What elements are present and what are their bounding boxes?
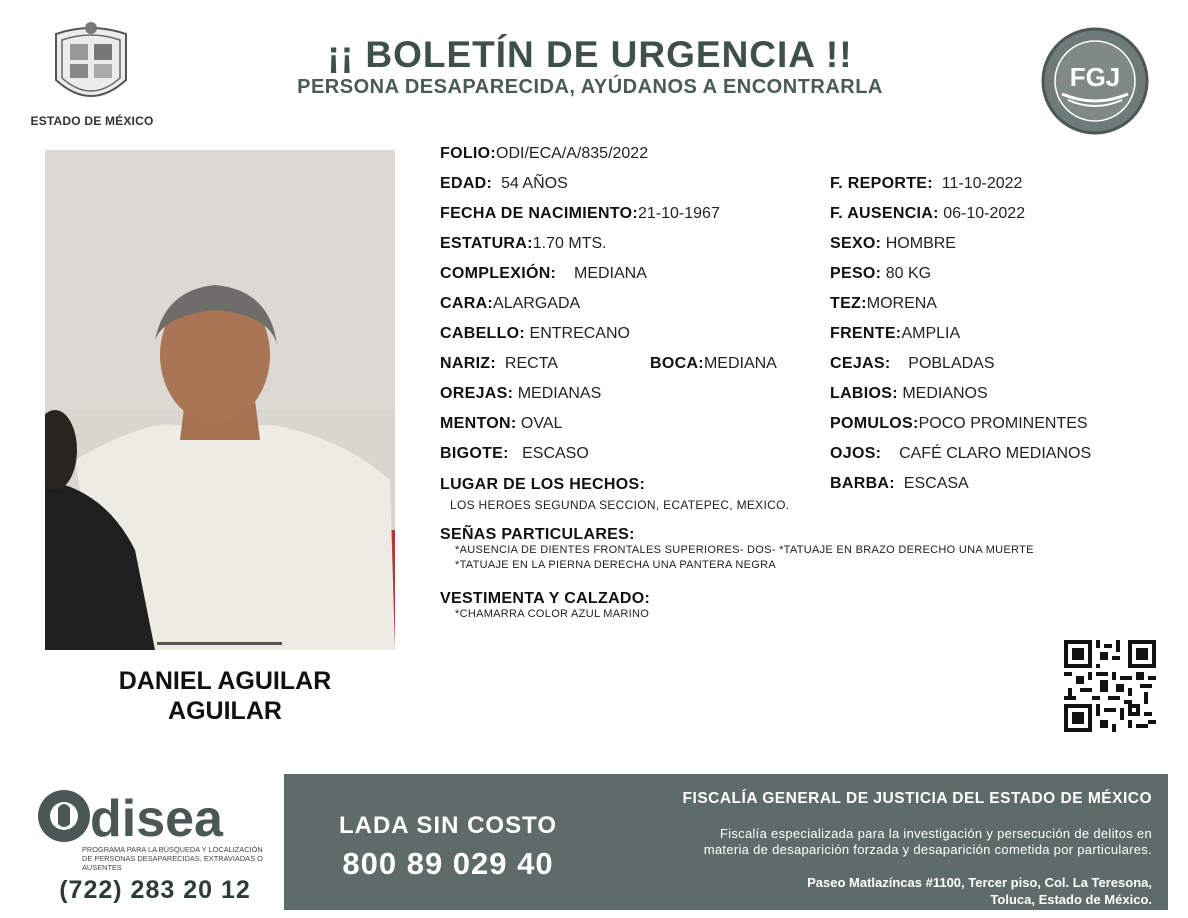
- bulletin-subtitle: PERSONA DESAPARECIDA, AYÚDANOS A ENCONTRARLA: [297, 76, 883, 98]
- orejas-label: OREJAS:: [440, 385, 514, 402]
- cara-label: CARA:: [440, 295, 494, 312]
- field-nariz: [440, 354, 558, 374]
- person-name-line1: DANIEL AGUILAR: [118, 667, 332, 695]
- cejas-value: POBLADAS: [908, 355, 995, 372]
- pomulos-label: POMULOS:: [830, 415, 919, 432]
- frente-label: FRENTE:: [830, 325, 902, 342]
- fiscalia-title: FISCALÍA GENERAL DE JUSTICIA DEL ESTADO DE MÉXICO: [682, 790, 1152, 807]
- field-peso: [830, 264, 931, 284]
- cabello-value: ENTRECANO: [529, 325, 630, 342]
- menton-label: MENTON:: [440, 415, 517, 432]
- barba-label: BARBA:: [830, 475, 895, 492]
- vestimenta-label: VESTIMENTA Y CALZADO:: [440, 590, 651, 607]
- field-folio: [440, 144, 648, 164]
- f-reporte-value: 11-10-2022: [941, 175, 1023, 192]
- cejas-label: CEJAS:: [830, 355, 891, 372]
- barba-value: ESCASA: [903, 475, 969, 492]
- odisea-name: disea: [90, 790, 223, 848]
- nariz-value: RECTA: [504, 355, 558, 372]
- field-tez: [830, 294, 937, 314]
- odisea-desc-2: DE PERSONAS DESAPARECIDAS, EXTRAVIADAS O: [82, 854, 263, 863]
- lugar-value: LOS HEROES SEGUNDA SECCION, ECATEPEC, MEXICO.: [450, 498, 790, 512]
- odisea-phone: (722) 283 20 12: [59, 876, 251, 904]
- cabello-label: CABELLO:: [440, 325, 526, 342]
- fiscalia-desc-line1: Fiscalía especializada para la investigación y persecución de delitos en: [719, 826, 1152, 841]
- f-reporte-label: F. REPORTE:: [830, 175, 933, 192]
- vestimenta-line1: *CHAMARRA COLOR AZUL MARINO: [455, 608, 650, 620]
- sexo-value: HOMBRE: [885, 235, 956, 252]
- odisea-desc-1: PROGRAMA PARA LA BÚSQUEDA Y LOCALIZACIÓN: [82, 845, 263, 854]
- cara-value: ALARGADA: [493, 295, 581, 312]
- field-estatura: [440, 234, 607, 254]
- nariz-label: NARIZ:: [440, 355, 497, 372]
- folio-value: ODI/ECA/A/835/2022: [496, 145, 649, 162]
- field-boca: [650, 354, 777, 374]
- labios-value: MEDIANOS: [902, 385, 988, 402]
- menton-value: OVAL: [520, 415, 563, 432]
- field-fecha-nacimiento: [440, 204, 720, 224]
- fiscalia-desc-line2: materia de desaparición forzada y desaparición cometida por particulares.: [703, 842, 1152, 857]
- fiscalia-description: [592, 826, 1152, 858]
- state-label: ESTADO DE MÉXICO: [30, 114, 154, 128]
- ojos-label: OJOS:: [830, 445, 882, 462]
- edad-label: EDAD:: [440, 175, 493, 192]
- bulletin-title: ¡¡ BOLETÍN DE URGENCIA !!: [327, 34, 853, 75]
- f-ausencia-value: 06-10-2022: [943, 205, 1026, 222]
- address-line1: Paseo Matlazíncas #1100, Tercer piso, Col. La Teresona,: [807, 875, 1152, 890]
- field-pomulos: [830, 414, 1088, 434]
- field-f-reporte: [830, 174, 1022, 194]
- fiscalia-address: [592, 874, 1152, 908]
- lugar-label: LUGAR DE LOS HECHOS:: [440, 476, 646, 493]
- field-cara: [440, 294, 580, 314]
- fecha-nacimiento-value: 21-10-1967: [638, 205, 720, 222]
- field-bigote: [440, 444, 589, 464]
- qr-code: [1064, 640, 1156, 732]
- field-cabello: [440, 324, 630, 344]
- person-name: [45, 666, 405, 726]
- estado-de-mexico-emblem: [50, 20, 132, 110]
- field-sexo: [830, 234, 956, 254]
- f-ausencia-label: F. AUSENCIA:: [830, 205, 939, 222]
- missing-person-photo: [45, 150, 395, 650]
- fgj-logo-text: FGJ: [1069, 62, 1121, 92]
- labios-label: LABIOS:: [830, 385, 898, 402]
- frente-value: AMPLIA: [901, 325, 961, 342]
- orejas-value: MEDIANAS: [517, 385, 602, 402]
- address-line2: Toluca, Estado de México.: [990, 892, 1152, 907]
- pomulos-value: POCO PROMINENTES: [918, 415, 1088, 432]
- bigote-value: ESCASO: [522, 445, 589, 462]
- complexion-value: MEDIANA: [573, 265, 647, 282]
- field-orejas: [440, 384, 601, 404]
- senas-label: SEÑAS PARTICULARES:: [440, 526, 635, 543]
- tez-label: TEZ:: [830, 295, 867, 312]
- edad-value: 54 AÑOS: [501, 175, 568, 192]
- field-edad: [440, 174, 568, 194]
- estatura-label: ESTATURA:: [440, 235, 533, 252]
- fgj-logo: [1040, 26, 1150, 136]
- field-labios: [830, 384, 988, 404]
- boca-value: MEDIANA: [703, 355, 777, 372]
- field-frente: [830, 324, 960, 344]
- field-barba: [830, 474, 969, 494]
- field-ojos: [830, 444, 1091, 464]
- boca-label: BOCA:: [650, 355, 704, 372]
- field-menton: [440, 414, 562, 434]
- complexion-label: COMPLEXIÓN:: [440, 265, 557, 282]
- bigote-label: BIGOTE:: [440, 445, 509, 462]
- ojos-value: CAFÉ CLARO MEDIANOS: [899, 445, 1092, 462]
- tez-value: MORENA: [866, 295, 937, 312]
- fecha-nacimiento-label: FECHA DE NACIMIENTO:: [440, 205, 638, 222]
- senas-line1: *AUSENCIA DE DIENTES FRONTALES SUPERIORES- DOS- *TATUAJE EN BRAZO DERECHO UNA MUERTE: [455, 544, 1034, 556]
- senas-line2: *TATUAJE EN LA PIERNA DERECHA UNA PANTERA NEGRA: [455, 559, 776, 571]
- estatura-value: 1.70 MTS.: [532, 235, 607, 252]
- odisea-desc-3: AUSENTES: [82, 863, 122, 872]
- field-f-ausencia: [830, 204, 1025, 224]
- person-name-line2: AGUILAR: [168, 697, 282, 725]
- lada-label: LADA SIN COSTO: [338, 812, 557, 839]
- field-cejas: [830, 354, 995, 374]
- odisea-logo: [36, 786, 276, 876]
- peso-value: 80 KG: [885, 265, 932, 282]
- sexo-label: SEXO:: [830, 235, 882, 252]
- lada-number: 800 89 029 40: [342, 846, 554, 881]
- folio-label: FOLIO:: [440, 145, 497, 162]
- field-complexion: [440, 264, 647, 284]
- peso-label: PESO:: [830, 265, 882, 282]
